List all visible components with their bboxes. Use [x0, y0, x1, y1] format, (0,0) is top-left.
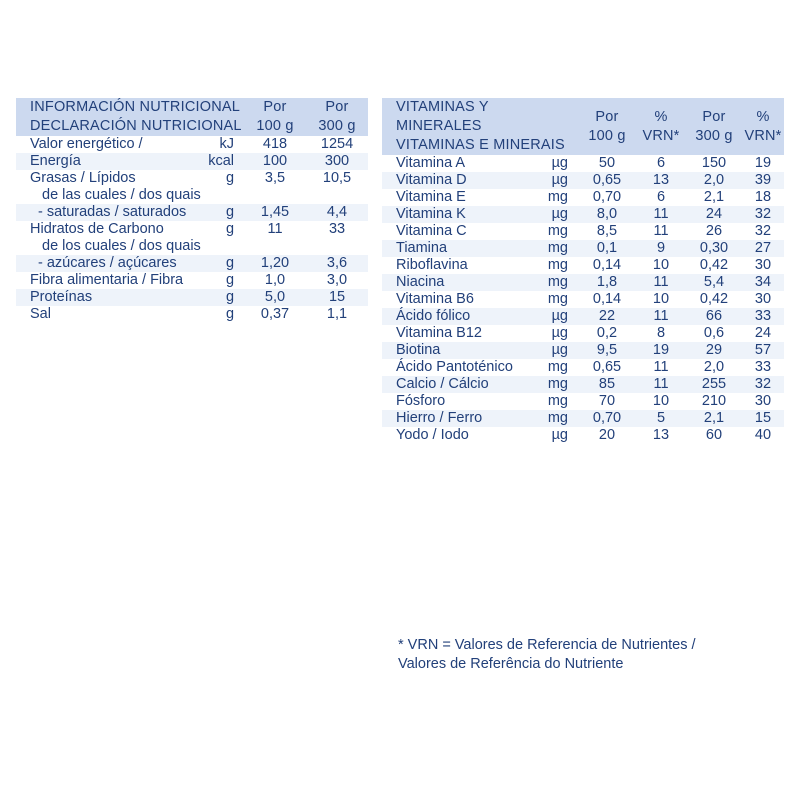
row-label: Valor energético / [30, 136, 143, 152]
table-row [16, 255, 368, 272]
row-unit [194, 238, 244, 255]
table-row [382, 240, 784, 257]
row-unit: µg [551, 427, 568, 443]
row-vrn-100g: 19 [636, 342, 686, 359]
row-value-100g: 8,0 [578, 206, 636, 223]
row-vrn-100g: 5 [636, 410, 686, 427]
row-value-100g: 0,14 [592, 291, 622, 307]
row-label: Vitamina B12 [396, 325, 482, 341]
left-col2-line-1: Por [325, 99, 349, 115]
row-value-300g: 2,0 [686, 172, 742, 189]
footnote-line-1: * VRN = Valores de Referencia de Nutrientes / [398, 637, 696, 653]
row-vrn-300g: 32 [742, 376, 784, 393]
row-label: Vitamina E [396, 189, 466, 205]
row-value-300g: 4,4 [306, 204, 368, 221]
row-value-100g: 0,37 [260, 306, 290, 322]
row-label: Biotina [382, 342, 532, 359]
row-vrn-100g: 6 [656, 189, 666, 205]
row-vrn-300g: 30 [754, 257, 772, 273]
row-vrn-300g: 39 [742, 172, 784, 189]
row-label: Proteínas [16, 289, 194, 306]
right-col1-line-1: Por [595, 108, 619, 125]
row-unit: mg [547, 223, 568, 239]
row-value-100g: 100 [244, 153, 306, 170]
table-row [382, 223, 784, 240]
row-unit: g [194, 204, 244, 221]
row-value-100g: 85 [578, 376, 636, 393]
nutrition-information-table [16, 98, 368, 323]
row-value-100g: 1,45 [244, 204, 306, 221]
left-title-line-1: INFORMACIÓN NUTRICIONAL [30, 99, 241, 115]
row-unit: kcal [194, 153, 244, 170]
row-unit: g [194, 289, 244, 306]
row-vrn-100g: 6 [656, 155, 666, 171]
table-row [16, 136, 368, 153]
row-vrn-100g: 13 [652, 427, 670, 443]
table-row [382, 291, 784, 308]
row-unit: g [225, 306, 235, 322]
row-vrn-100g: 8 [656, 325, 666, 341]
left-col-header-300g [306, 98, 368, 136]
row-value-300g: 1,1 [326, 306, 348, 322]
row-value-300g: 0,42 [699, 257, 729, 273]
row-label: Vitamina D [382, 172, 532, 189]
row-value-300g: 3,0 [326, 272, 348, 288]
row-unit: kJ [219, 136, 235, 152]
table-row [16, 306, 368, 323]
row-unit: mg [547, 393, 568, 409]
row-label: Calcio / Cálcio [382, 376, 532, 393]
row-value-100g: 22 [578, 308, 636, 325]
row-label: Tiamina [382, 240, 532, 257]
row-value-300g: 210 [701, 393, 727, 409]
left-table-header-row [16, 98, 368, 136]
row-value-100g [244, 187, 306, 204]
row-value-300g: 5,4 [686, 274, 742, 291]
row-label: Fibra alimentaria / Fibra [30, 272, 184, 288]
row-label: Vitamina B6 [396, 291, 474, 307]
table-row [16, 187, 368, 204]
row-vrn-100g: 11 [636, 308, 686, 325]
row-value-100g: 70 [598, 393, 616, 409]
row-label: Vitamina C [396, 223, 467, 239]
row-unit: mg [532, 410, 578, 427]
row-label: Hierro / Ferro [382, 410, 532, 427]
right-col-header-vrn-100g [636, 98, 686, 155]
table-row [16, 289, 368, 306]
right-table-title [382, 98, 578, 155]
row-vrn-100g: 11 [653, 359, 669, 375]
row-value-300g: 2,0 [703, 359, 725, 375]
row-value-100g: 11 [267, 221, 283, 237]
row-value-100g: 50 [598, 155, 616, 171]
row-unit: g [225, 170, 235, 186]
left-table [16, 98, 368, 323]
row-value-300g: 15 [306, 289, 368, 306]
right-col2-line-2: VRN* [642, 127, 680, 144]
row-value-300g: 26 [705, 223, 723, 239]
row-label: Yodo / Iodo [396, 427, 469, 443]
right-col4-line-2: VRN* [744, 127, 782, 144]
row-vrn-300g: 40 [754, 427, 772, 443]
row-vrn-300g: 30 [754, 291, 772, 307]
right-title-line-2: VITAMINAS E MINERAIS [396, 137, 565, 153]
table-row [382, 393, 784, 410]
row-unit: µg [551, 325, 568, 341]
right-table-header-row [382, 98, 784, 155]
row-vrn-300g: 34 [742, 274, 784, 291]
row-unit: µg [532, 206, 578, 223]
table-row [382, 206, 784, 223]
row-vrn-100g: 11 [636, 206, 686, 223]
vrn-footnote [398, 636, 788, 674]
row-unit: mg [532, 376, 578, 393]
row-value-300g: 0,6 [703, 325, 725, 341]
row-vrn-300g: 30 [754, 393, 772, 409]
row-unit: mg [547, 359, 568, 375]
row-vrn-300g: 32 [742, 206, 784, 223]
table-row [382, 427, 784, 444]
row-unit: mg [532, 274, 578, 291]
table-row [382, 257, 784, 274]
table-row [16, 238, 368, 255]
table-row [382, 274, 784, 291]
row-label: Ácido Pantoténico [396, 359, 513, 375]
row-value-300g: 300 [306, 153, 368, 170]
left-title-line-2: DECLARACIÓN NUTRICIONAL [30, 118, 242, 134]
row-label: de las cuales / dos quais [42, 187, 201, 203]
row-label: Hidratos de Carbono [30, 221, 164, 237]
row-value-300g: 24 [686, 206, 742, 223]
row-label: Sal [30, 306, 51, 322]
row-value-300g: 3,6 [306, 255, 368, 272]
row-unit: g [225, 221, 235, 237]
table-row [382, 410, 784, 427]
row-value-300g: 150 [701, 155, 727, 171]
row-unit: µg [532, 342, 578, 359]
row-vrn-300g: 15 [742, 410, 784, 427]
footnote-line-2: Valores de Referência do Nutriente [398, 656, 624, 672]
row-vrn-100g: 11 [636, 376, 686, 393]
right-title-line-1: VITAMINAS Y MINERALES [396, 99, 489, 134]
row-label: Grasas / Lípidos [30, 170, 136, 186]
row-vrn-100g: 10 [652, 393, 670, 409]
row-label: Niacina [382, 274, 532, 291]
right-col1-line-2: 100 g [588, 127, 626, 144]
row-value-100g: 1,0 [264, 272, 286, 288]
row-unit: µg [551, 155, 568, 171]
row-unit: g [225, 272, 235, 288]
row-vrn-300g: 19 [754, 155, 772, 171]
row-value-100g: 418 [262, 136, 288, 152]
row-unit: g [194, 255, 244, 272]
row-value-300g [306, 238, 368, 255]
row-unit: µg [532, 308, 578, 325]
row-value-300g: 0,42 [699, 291, 729, 307]
left-table-title [16, 98, 244, 136]
row-unit: mg [547, 189, 568, 205]
row-value-300g: 2,1 [703, 189, 725, 205]
row-value-100g: 0,1 [578, 240, 636, 257]
table-row [382, 155, 784, 172]
row-vrn-300g: 24 [754, 325, 772, 341]
table-row [382, 342, 784, 359]
row-value-100g: 0,70 [578, 410, 636, 427]
row-vrn-300g: 33 [742, 308, 784, 325]
row-unit: mg [547, 257, 568, 273]
row-vrn-300g: 57 [742, 342, 784, 359]
row-label: Vitamina K [382, 206, 532, 223]
row-vrn-100g: 11 [636, 274, 686, 291]
row-value-100g: 8,5 [596, 223, 618, 239]
table-row [382, 376, 784, 393]
row-value-300g: 33 [328, 221, 346, 237]
vitamins-minerals-table [382, 98, 784, 444]
table-row [16, 221, 368, 238]
row-label: - saturadas / saturados [16, 204, 194, 221]
left-col2-line-2: 300 g [318, 118, 356, 134]
row-value-300g [306, 187, 368, 204]
table-row [16, 204, 368, 221]
row-value-300g: 0,30 [686, 240, 742, 257]
row-value-100g: 9,5 [578, 342, 636, 359]
row-value-300g: 60 [705, 427, 723, 443]
table-row [382, 359, 784, 376]
row-vrn-100g: 10 [652, 291, 670, 307]
table-row [382, 308, 784, 325]
row-label: - azúcares / açúcares [16, 255, 194, 272]
row-value-100g: 3,5 [264, 170, 286, 186]
row-value-300g: 10,5 [322, 170, 352, 186]
table-row [382, 325, 784, 342]
row-label: Riboflavina [396, 257, 468, 273]
row-value-300g: 255 [686, 376, 742, 393]
row-vrn-300g: 32 [754, 223, 772, 239]
row-label: Vitamina A [396, 155, 466, 171]
row-vrn-100g: 10 [652, 257, 670, 273]
row-value-300g: 29 [686, 342, 742, 359]
row-label: de los cuales / dos quais [42, 238, 201, 254]
row-value-300g: 2,1 [686, 410, 742, 427]
right-col-header-vrn-300g [742, 98, 784, 155]
right-col2-line-1: % [654, 108, 668, 125]
row-value-100g: 1,8 [578, 274, 636, 291]
left-col1-line-2: 100 g [256, 118, 294, 134]
row-label: Energía [16, 153, 194, 170]
right-col-header-300g [686, 98, 742, 155]
row-value-300g: 66 [686, 308, 742, 325]
row-vrn-100g: 13 [636, 172, 686, 189]
left-col-header-100g [244, 98, 306, 136]
row-value-300g: 1254 [320, 136, 354, 152]
row-value-100g: 0,70 [592, 189, 622, 205]
row-value-100g: 20 [598, 427, 616, 443]
table-row [16, 170, 368, 187]
right-col-header-100g [578, 98, 636, 155]
right-col4-line-1: % [756, 108, 770, 125]
right-col3-line-2: 300 g [695, 127, 733, 144]
row-vrn-300g: 27 [742, 240, 784, 257]
row-value-100g: 5,0 [244, 289, 306, 306]
row-label: Fósforo [396, 393, 446, 409]
row-unit [194, 187, 244, 204]
row-value-100g [244, 238, 306, 255]
row-vrn-100g: 11 [653, 223, 669, 239]
row-label: Ácido fólico [382, 308, 532, 325]
row-vrn-100g: 9 [636, 240, 686, 257]
table-row [382, 172, 784, 189]
row-vrn-300g: 33 [754, 359, 772, 375]
row-value-100g: 0,65 [578, 172, 636, 189]
row-value-100g: 1,20 [244, 255, 306, 272]
row-vrn-300g: 18 [754, 189, 772, 205]
right-table [382, 98, 784, 444]
row-value-100g: 0,14 [592, 257, 622, 273]
row-unit: µg [532, 172, 578, 189]
table-row [16, 153, 368, 170]
row-unit: mg [532, 240, 578, 257]
row-value-100g: 0,2 [596, 325, 618, 341]
left-col1-line-1: Por [263, 99, 287, 115]
right-col3-line-1: Por [702, 108, 726, 125]
table-row [382, 189, 784, 206]
row-unit: mg [547, 291, 568, 307]
table-row [16, 272, 368, 289]
row-value-100g: 0,65 [592, 359, 622, 375]
